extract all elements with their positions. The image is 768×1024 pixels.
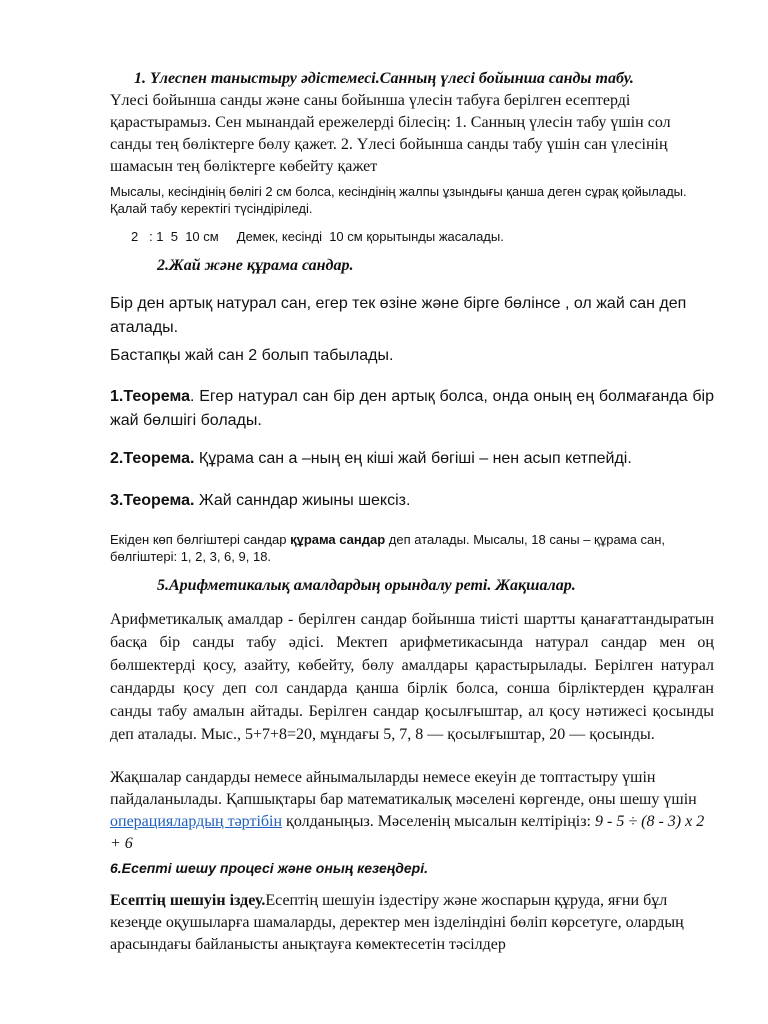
section1-example: Мысалы, кесіндінің бөлігі 2 см болса, кесіндінің жалпы ұзындығы қанша деген сұрақ қойылады. Қалай табу керектігі түсіндіріледі. <box>110 184 687 216</box>
section1-calc: 2 : 1 5 10 см Демек, кесінді 10 см қорытынды жасалады. <box>131 229 504 244</box>
para2-pre: Жақшалар сандарды немесе айнымалыларды немесе екеуін де топтастыру үшін пайдаланылады. Қапшықтары бар математикалық мәселені көргенде, оны шешу үшін <box>110 769 697 808</box>
section6-heading: 6.Есепті шешу процесі және оның кезеңдері. <box>110 860 428 876</box>
theorem-3 <box>110 489 714 513</box>
composite-pre: Екіден көп бөлгіштері сандар <box>110 532 291 547</box>
section6-body: Есептің шешуін іздестіру және жоспарын құруда, яғни бұл кезеңде оқушыларға шамаларды, деректер мен ізделіндіні бөліп көрсетуге, олардың арасындағы байланысты анықтауға көмектесетін тәсілдер <box>110 892 684 953</box>
section6-text <box>110 890 714 956</box>
theorem-2-text: Құрама сан а –ның ең кіші жай бөгіші – нен асып кетпейді. <box>194 450 632 467</box>
example-formula: 9 - 5 ÷ (8 - 3) x 2 + 6 <box>110 813 705 852</box>
section2-heading: 2.Жай және құрама сандар. <box>157 257 354 274</box>
theorem-3-text: Жай санндар жиыны шексіз. <box>194 492 411 509</box>
para2-post: қолданыңыз. Мәселенің мысалын келтіріңіз: <box>282 813 595 830</box>
theorem-1-text: . Егер натурал сан бір ден артық болса, онда оның ең болмағанда бір жай бөлшігі болады. <box>110 388 714 429</box>
section1-heading: 1. Үлеспен таныстыру әдістемесі.Санның үлесі бойынша санды табу. <box>134 70 634 87</box>
prime-definition: Бір ден артық натурал сан, егер тек өзіне және бірге бөлінсе , ол жай сан деп аталады. <box>110 295 687 336</box>
composite-post: деп аталады. Мысалы, 18 саны – құрама сан, бөлгіштері: 1, 2, 3, 6, 9, 18. <box>110 532 665 564</box>
theorem-1 <box>110 385 714 433</box>
section6-lead: Есептің шешуін іздеу. <box>110 892 266 909</box>
theorem-3-label: .Теорема. <box>118 492 195 509</box>
section5-paragraph-1: Арифметикалық амалдар - берілген сандар бойынша тиісті шартты қанағаттандыратын басқа бір санды табу әдісі. Мектеп арифметикасында натурал сандар мен оң бөлшектерді қосу, азайту, көбейту, бөлу амалдары қарастырылады. Берілген натурал сандарды қосу деп сол сандарда қанша бірлік болса, сонша бірліктерден құралған санды табу амалын айтады. Берілген сандар қосылғыштар, ал қосу нәтижесі қосынды деп аталады. Мыс., 5+7+8=20, мұндағы 5, 7, 8 — қосылғыштар, 20 — қосынды. <box>110 611 714 743</box>
composite-term: құрама сандар <box>290 532 386 547</box>
theorem-1-label: 1.Теорема <box>110 388 190 405</box>
composite-definition <box>110 531 714 565</box>
section1-text: Үлесі бойынша санды және саны бойынша үлесін табуға берілген есептерді қарастырамыз. Сен мынандай ережелерді білесің: 1. Санның үлесін табу үшін сол санды тең бөліктерге бөлу қажет. 2. Үлесі бойынша санды табу үшін сан үлесінің шамасын тең бөліктерге көбейту қажет <box>110 92 671 175</box>
order-of-operations-link[interactable]: операциялардың тәртібін <box>110 813 283 830</box>
theorem-3-number: 3 <box>110 492 119 509</box>
theorem-2-label: .Теорема. <box>118 450 195 467</box>
theorem-2-number: 2 <box>110 450 119 467</box>
first-prime: Бастапқы жай сан 2 болып табылады. <box>110 347 394 364</box>
section5-heading: 5.Арифметикалық амалдардың орындалу реті. Жақшалар. <box>157 577 576 594</box>
section5-paragraph-2 <box>110 767 714 855</box>
theorem-2 <box>110 447 714 471</box>
